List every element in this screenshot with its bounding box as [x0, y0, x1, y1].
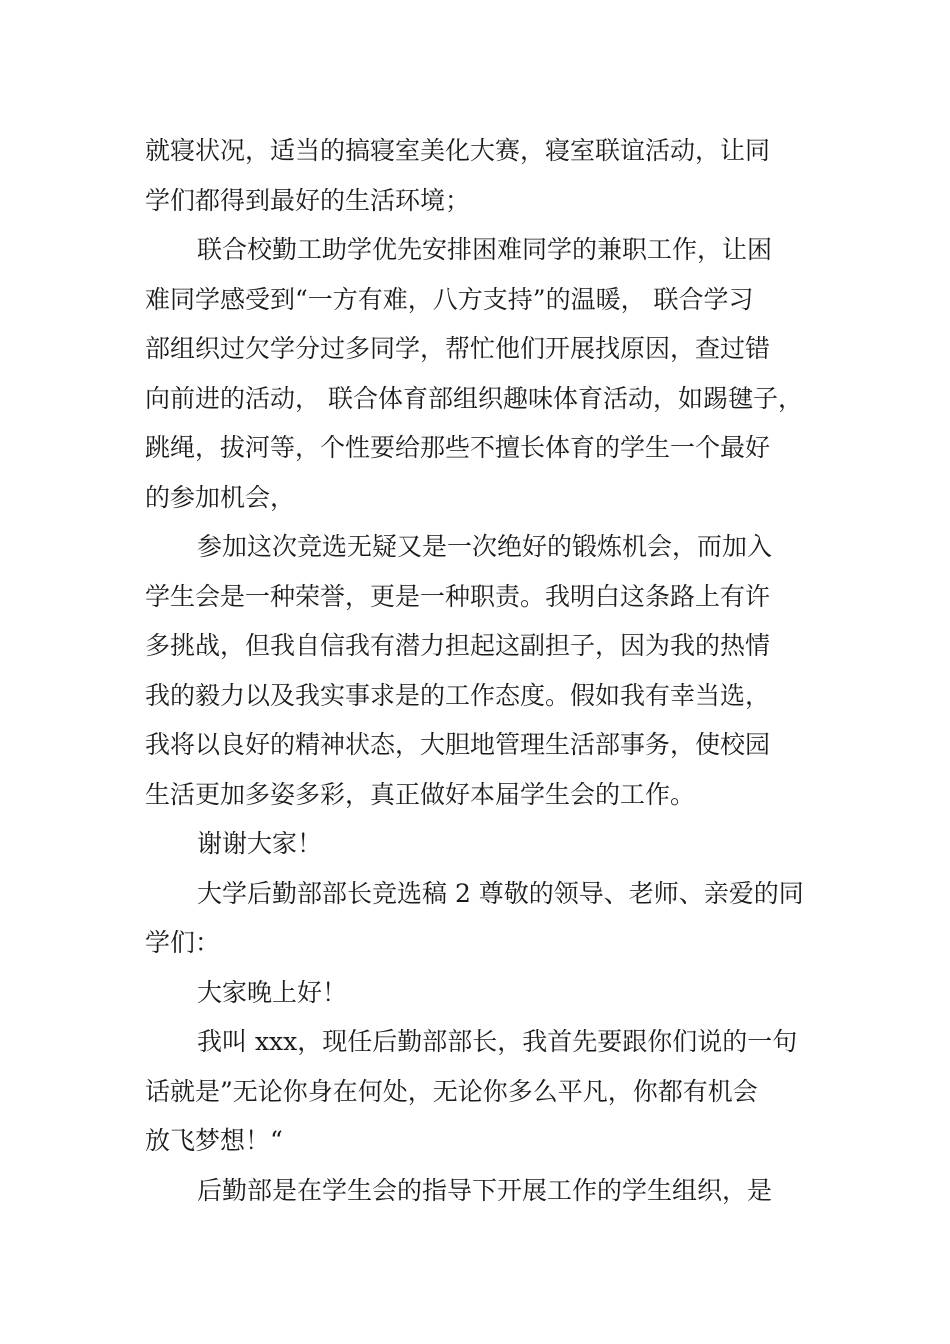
text-line: 我叫 xxx，现任后勤部部长，我首先要跟你们说的一句 [197, 1027, 798, 1056]
text-line: 部组织过欠学分过多同学，帮忙他们开展找原因，查过错 [145, 334, 771, 363]
text-line: 学生会是一种荣誉，更是一种职责。我明白这条路上有许 [145, 581, 771, 611]
text-line: 参加这次竞选无疑又是一次绝好的锻炼机会，而加入 [197, 532, 773, 561]
text-line: 就寝状况，适当的搞寝室美化大赛，寝室联谊活动，让同 [145, 136, 771, 165]
text-line: 我将以良好的精神状态，大胆地管理生活部事务，使校园 [145, 730, 771, 759]
text-line: 向前进的活动， 联合体育部组织趣味体育活动，如踢毽子， [145, 383, 803, 413]
text-line: 放飞梦想！“ [145, 1126, 283, 1155]
document-body [145, 126, 825, 1215]
text-line: 学们： [145, 928, 221, 957]
text-line: 的参加机会， [145, 482, 296, 512]
text-line: 学们都得到最好的生活环境； [145, 185, 471, 215]
text-line: 联合校勤工助学优先安排困难同学的兼职工作，让困 [197, 235, 773, 264]
text-line: 后勤部是在学生会的指导下开展工作的学生组织，是 [197, 1175, 773, 1205]
text-line: 多挑战，但我自信我有潜力担起这副担子，因为我的热情 [145, 631, 771, 660]
text-line: 大家晚上好！ [197, 977, 348, 1007]
text-line: 我的毅力以及我实事求是的工作态度。假如我有幸当选， [145, 680, 771, 710]
text-line: 难同学感受到“一方有难，八方支持”的温暖， 联合学习 [145, 284, 754, 314]
text-line: 话就是”无论你身在何处，无论你多么平凡，你都有机会 [145, 1076, 758, 1106]
text-line: 生活更加多姿多彩，真正做好本届学生会的工作。 [145, 779, 696, 809]
text-line: 大学后勤部部长竞选稿 2 尊敬的领导、老师、亲爱的同 [197, 878, 804, 908]
text-line: 跳绳，拔河等，个性要给那些不擅长体育的学生一个最好 [145, 433, 771, 462]
text-line: 谢谢大家！ [197, 829, 323, 858]
